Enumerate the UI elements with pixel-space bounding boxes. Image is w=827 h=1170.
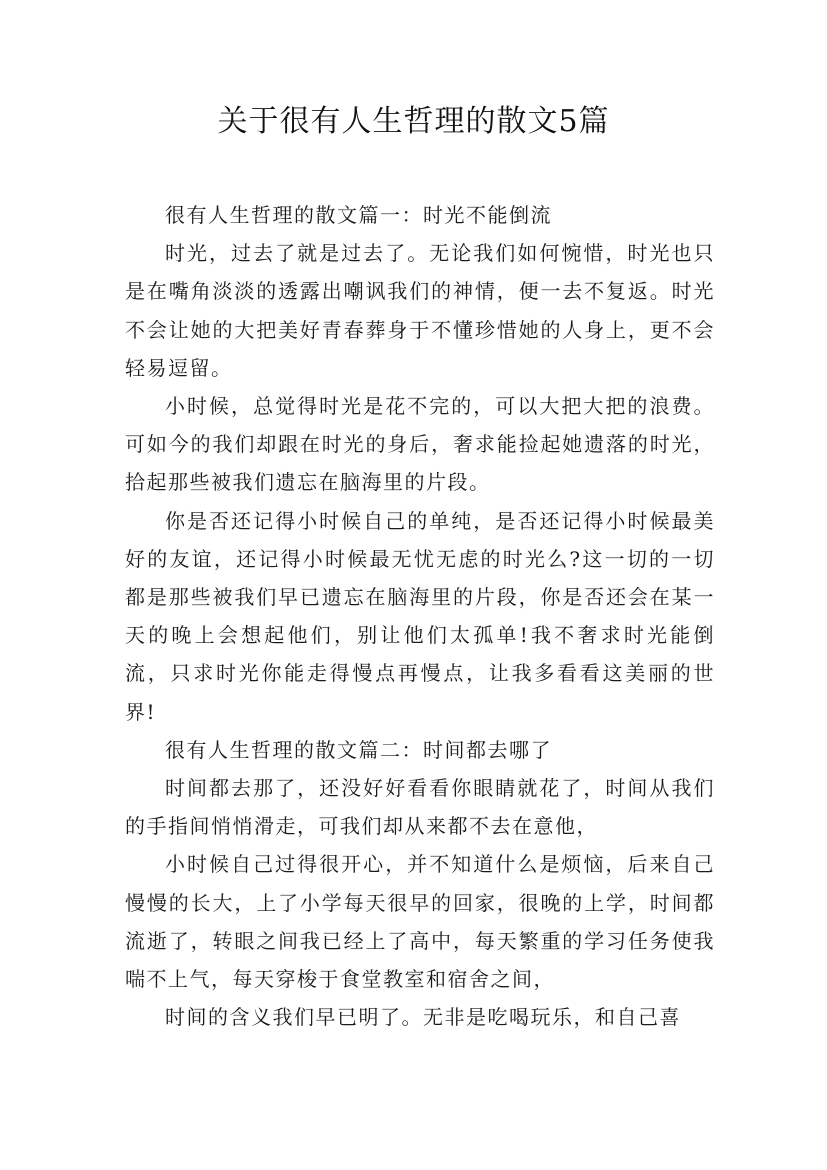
paragraph: 你是否还记得小时候自己的单纯，是否还记得小时候最美好的友谊，还记得小时候最无忧无虑的时光么?这一切的一切都是那些被我们早已遗忘在脑海里的片段，你是否还会在某一天的晚上会想起他们，别让他们太孤单!我不奢求时光能倒流，只求时光你能走得慢点再慢点，让我多看看这美丽的世界! [125,508,715,724]
section-heading-1: 很有人生哲理的散文篇一：时光不能倒流 [165,203,552,227]
paragraph: 时间的含义我们早已明了。无非是吃喝玩乐，和自己喜 [165,1005,681,1030]
paragraph: 小时候，总觉得时光是花不完的，可以大把大把的浪费。可如今的我们却跟在时光的身后，奢求能捡起她遗落的时光，拾起那些被我们遗忘在脑海里的片段。 [125,394,715,495]
paragraph: 小时候自己过得很开心，并不知道什么是烦恼，后来自己慢慢的长大，上了小学每天很早的回家，很晚的上学，时间都流逝了，转眼之间我已经上了高中，每天繁重的学习任务使我喘不上气，每天穿梭于食堂教室和宿舍之间， [125,852,715,992]
document-body [125,196,715,1036]
section-heading-2: 很有人生哲理的散文篇二：时间都去哪了 [165,737,552,762]
document-title: 关于很有人生哲理的散文5篇 [217,104,610,139]
paragraph: 时间都去那了，还没好好看看你眼睛就花了，时间从我们的手指间悄悄滑走，可我们却从来都不去在意他， [125,776,715,839]
paragraph: 时光，过去了就是过去了。无论我们如何惋惜，时光也只是在嘴角淡淡的透露出嘲讽我们的神情，便一去不复返。时光不会让她的大把美好青春葬身于不懂珍惜她的人身上，更不会轻易逗留。 [125,241,715,380]
